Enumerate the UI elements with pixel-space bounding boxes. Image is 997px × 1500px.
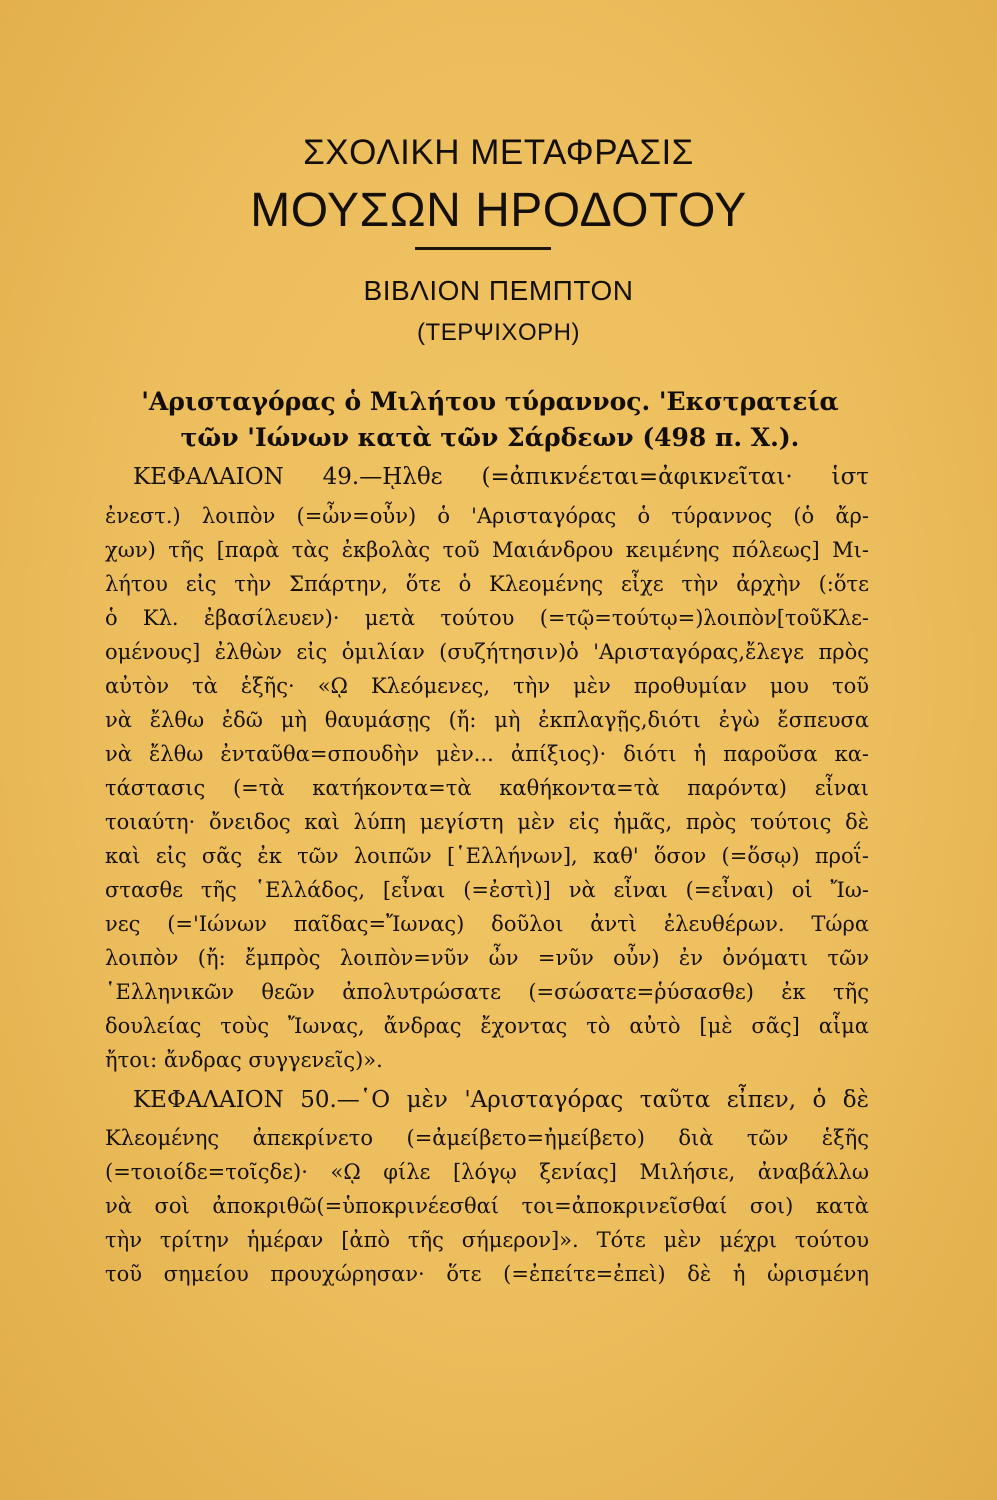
body-line: ομένους] ἐλθὼν εἰς ὁμιλίαν (συζήτησιν)ὁ 'Αρισταγόρας,ἔλεγε πρὸς xyxy=(105,640,869,664)
body-line: λοιπὸν (ἤ: ἔμπρὸς λοιπὸν=νῦν ὦν =νῦν οὖν) ἐν ὀνόματι τῶν xyxy=(105,946,869,970)
body-line: ΚΕΦΑΛΑΙΟΝ 50.—῾Ο μὲν 'Αρισταγόρας ταῦτα εἶπεν, ὁ δὲ xyxy=(133,1087,869,1113)
body-line: ὁ Κλ. ἐβασίλευεν)· μετὰ τούτου (=τῷ=τούτῳ=)λοιπὸν[τοῦΚλε- xyxy=(105,606,869,630)
series-heading: ΣΧΟΛΙΚΗ ΜΕΤΑΦΡΑΣΙΣ xyxy=(303,133,694,172)
chapter-subtitle-line-2: τῶν 'Ιώνων κατὰ τῶν Σάρδεων (498 π. Χ.). xyxy=(180,423,800,452)
muse-heading: (ΤΕΡΨΙΧΟΡΗ) xyxy=(417,319,580,346)
chapter-subtitle-line-1: 'Αρισταγόρας ὁ Μιλήτου τύραννος. 'Εκστρατεία xyxy=(141,387,839,416)
title-divider xyxy=(415,247,551,250)
body-line: δουλείας τοὺς Ἴωνας, ἄνδρας ἔχοντας τὸ αὐτὸ [μὲ σᾶς] αἷμα xyxy=(105,1014,869,1038)
body-line: ἐνεστ.) λοιπὸν (=ὦν=οὖν) ὁ 'Αρισταγόρας ὁ τύραννος (ὁ ἄρ- xyxy=(105,504,869,528)
body-line: νὰ σοὶ ἀποκριθῶ(=ὑποκρινέεσθαί τοι=ἀποκρινεῖσθαί σοι) κατὰ xyxy=(105,1194,869,1218)
body-line: νὰ ἔλθω ἐδῶ μὴ θαυμάσῃς (ἤ: μὴ ἐκπλαγῇς,διότι ἐγὼ ἔσπευσα xyxy=(105,708,869,732)
body-line: τοῦ σημείου προυχώρησαν· ὅτε (=ἐπείτε=ἐπεὶ) δὲ ἡ ὡρισμένη xyxy=(105,1262,869,1286)
body-line: αὐτὸν τὰ ἑξῆς· «ῼ Κλεόμενες, τὴν μὲν προθυμίαν μου τοῦ xyxy=(105,674,869,698)
body-line: ΚΕΦΑΛΑΙΟΝ 49.—ῌλθε (=ἀπικνέεται=ἀφικνεῖται· ἱστ xyxy=(133,464,869,490)
body-line: νὰ ἔλθω ἐνταῦθα=σπουδὴν μὲν... ἀπίξιος)· διότι ἡ παροῦσα κα- xyxy=(105,742,869,766)
body-line: τάστασις (=τὰ κατήκοντα=τὰ καθήκοντα=τὰ παρόντα) εἶναι xyxy=(105,776,869,800)
body-line: νες (='Ιώνων παῖδας=Ἴωνας) δοῦλοι ἀντὶ ἐλευθέρων. Τώρα xyxy=(105,912,869,936)
body-line: ἤτοι: ἄνδρας συγγενεῖς)». xyxy=(105,1048,383,1072)
body-line: ῾Ελληνικῶν θεῶν ἀπολυτρώσατε (=σώσατε=ῥύσασθε) ἐκ τῆς xyxy=(105,980,869,1004)
body-line: (=τοιοίδε=τοῖςδε)· «ῼ φίλε [λόγῳ ξενίας] Μιλήσιε, ἀναβάλλω xyxy=(105,1160,869,1184)
body-line: τὴν τρίτην ἡμέραν [ἀπὸ τῆς σήμερον]». Τότε μὲν μέχρι τούτου xyxy=(105,1228,869,1252)
body-line: καὶ εἰς σᾶς ἐκ τῶν λοιπῶν [῾Ελλήνων], καθ' ὅσον (=ὅσῳ) προΐ- xyxy=(105,844,869,868)
body-line: στασθε τῆς ῾Ελλάδος, [εἶναι (=ἐστὶ)] νὰ εἶναι (=εἶναι) οἱ Ἴω- xyxy=(105,878,869,902)
book-title: ΜΟΥΣΩΝ ΗΡΟΔΟΤΟΥ xyxy=(250,184,747,237)
body-line: χων) τῆς [παρὰ τὰς ἐκβολὰς τοῦ Μαιάνδρου κειμένης πόλεως] Μι- xyxy=(105,538,869,562)
body-line: λήτου εἰς τὴν Σπάρτην, ὅτε ὁ Κλεομένης εἶχε τὴν ἀρχὴν (:ὅτε xyxy=(105,572,869,596)
book-number-heading: ΒΙΒΛΙΟΝ ΠΕΜΠΤΟΝ xyxy=(363,275,634,306)
body-line: Κλεομένης ἀπεκρίνετο (=ἀμείβετο=ἠμείβετο) διὰ τῶν ἑξῆς xyxy=(105,1126,869,1150)
body-line: τοιαύτη· ὄνειδος καὶ λύπη μεγίστη μὲν εἰς ἡμᾶς, πρὸς τούτοις δὲ xyxy=(105,810,869,834)
